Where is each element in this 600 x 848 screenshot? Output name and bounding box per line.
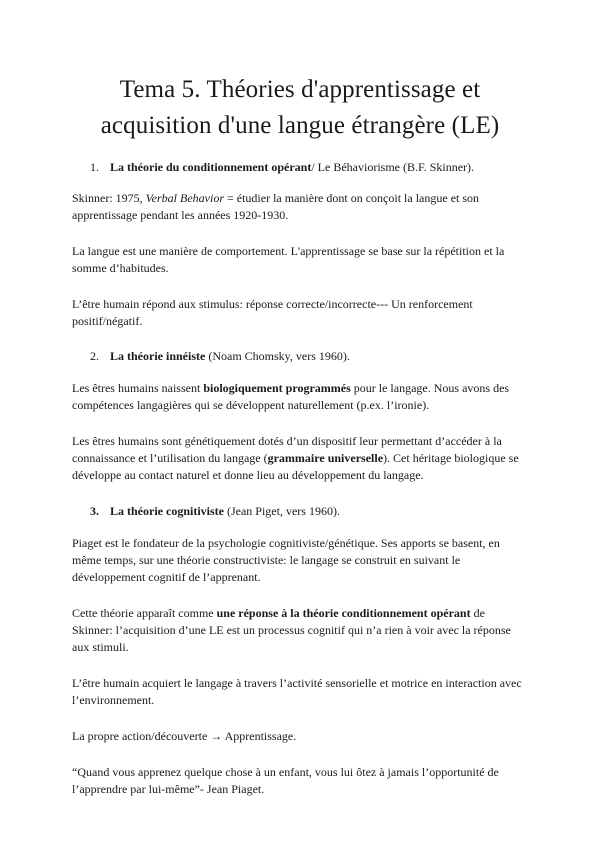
text-run: = étudier la manière dont on conçoit la langue et son apprentissage pendant les années 1920-1930.	[72, 191, 480, 222]
section-title-bold: La théorie du conditionnement opérant	[110, 160, 312, 174]
bold-term: une réponse à la théorie conditionnement opérant	[216, 606, 471, 620]
text-run: ). Cet héritage biologique se développe au contact naturel et donne lieu au développement du langage.	[72, 451, 519, 482]
section-heading-3	[72, 503, 528, 520]
section-number: 1.	[90, 160, 99, 174]
bold-term: biologiquement programmés	[203, 381, 351, 395]
paragraph-langue: La langue est une manière de comportement. L'apprentissage se base sur la répétition et la somme d’habitudes.	[72, 244, 505, 275]
section-title-bold: La théorie cognitiviste	[110, 504, 224, 518]
paragraph-skinner	[72, 190, 528, 224]
paragraph-innate	[72, 380, 528, 414]
paragraph-sensory: L’être humain acquiert le langage à travers l’activité sensorielle et motrice en interaction avec l’environnement.	[72, 676, 522, 707]
page-title: Tema 5. Théories d'apprentissage et acquisition d'une langue étrangère (LE)	[100, 76, 500, 139]
text-run: de Skinner: l’acquisition d’une LE est un processus cognitif qui n’a rien à voir avec la réponse aux stimuli.	[72, 606, 511, 654]
text-run: Les êtres humains naissent	[72, 381, 204, 395]
section-title-rest: / Le Béhaviorisme (B.F. Skinner).	[311, 160, 475, 174]
paragraph-genetic	[72, 433, 528, 484]
text-run: pour le langage. Nous avons des compétences langagières qui se développent naturellement (p.ex. l’ironie).	[72, 381, 510, 412]
paragraph-piaget: Piaget est le fondateur de la psychologie cognitiviste/génétique. Ses apports se basent, en même temps, sur une théorie constructiviste: le langage se construit en suivant le développement cognitif de l’apprenant.	[72, 536, 500, 584]
section-number: 2.	[90, 349, 99, 363]
paragraph-action: La propre action/découverte → Apprentissage.	[72, 729, 297, 743]
paragraph-stimulus: L’être humain répond aux stimulus: réponse correcte/incorrecte--- Un renforcement positif/négatif.	[72, 297, 473, 328]
paragraph-response	[72, 605, 528, 656]
section-title-rest: (Jean Piget, vers 1960).	[223, 504, 340, 518]
text-run: Les êtres humains sont génétiquement dotés d’un dispositif leur permettant d’accéder à la connaissance et l’utilisation du langage (	[72, 434, 502, 465]
paragraph-quote: “Quand vous apprenez quelque chose à un enfant, vous lui ôtez à jamais l’opportunité de l’apprendre par lui-même”- Jean Piaget.	[72, 765, 499, 796]
bold-term: grammaire universelle	[267, 451, 384, 465]
book-title: Verbal Behavior	[145, 191, 224, 205]
section-heading-1	[72, 159, 528, 176]
section-number: 3.	[90, 504, 99, 518]
section-title-rest: (Noam Chomsky, vers 1960).	[205, 349, 350, 363]
text-run: Cette théorie apparaît comme	[72, 606, 217, 620]
text-run: Skinner: 1975,	[72, 191, 146, 205]
section-heading-2	[72, 348, 528, 365]
section-title-bold: La théorie innéiste	[110, 349, 206, 363]
